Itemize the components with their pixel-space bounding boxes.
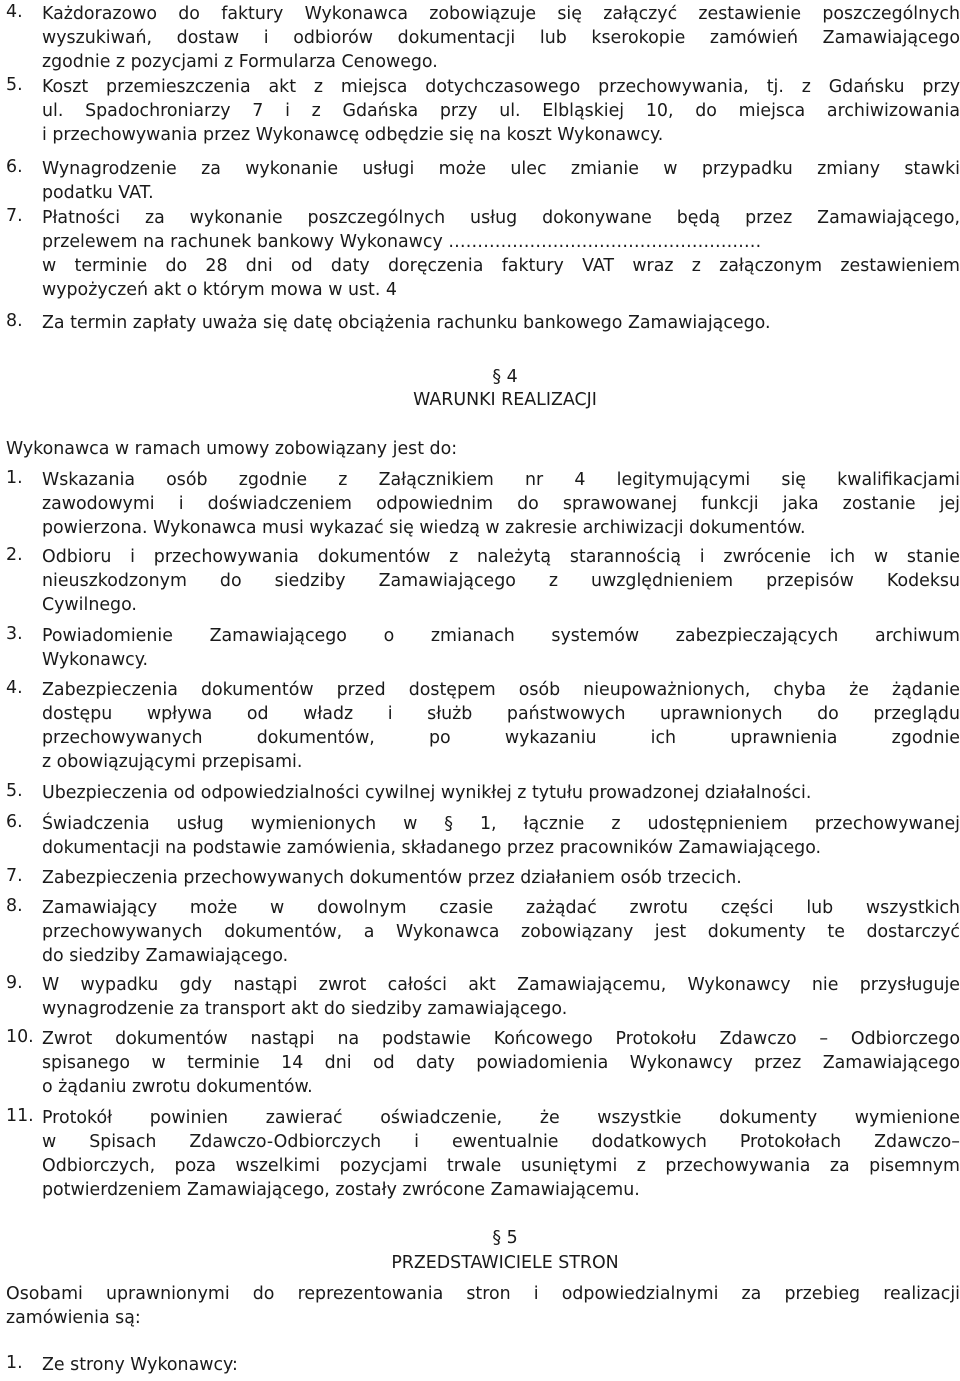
item-line: podatku VAT. — [42, 183, 154, 203]
item-line: Koszt przemieszczenia akt z miejsca dotychczasowego przechowywania, tj. z Gdańsku przy — [42, 77, 960, 97]
section-number: § 5 — [492, 1228, 518, 1248]
item-number: 6. — [6, 157, 23, 177]
item-line: Ubezpieczenia od odpowiedzialności cywilnej wynikłej z tytułu prowadzonej działalności. — [42, 783, 812, 803]
item-line: wyszukiwań, dostaw i odbiorów dokumentacji lub kserokopie zamówień Zamawiającego — [42, 28, 960, 48]
item-number: 4. — [6, 2, 23, 22]
item-line: dokumentacji na podstawie zamówienia, składanego przez pracowników Zamawiającego. — [42, 838, 822, 858]
item-number: 9. — [6, 973, 23, 993]
section-intro: zamówienia są: — [6, 1308, 141, 1328]
item-line: Wynagrodzenie za wykonanie usługi może ulec zmianie w przypadku zmiany stawki — [42, 159, 960, 179]
item-line: i przechowywania przez Wykonawcę odbędzie się na koszt Wykonawcy. — [42, 125, 664, 145]
item-line: nieuszkodzonym do siedziby Zamawiającego z uwzględnieniem przepisów Kodeksu — [42, 571, 960, 591]
item-line: Zamawiający może w dowolnym czasie zażądać zwrotu części lub wszystkich — [42, 898, 960, 918]
item-line: Płatności za wykonanie poszczególnych usług dokonywane będą przez Zamawiającego, — [42, 208, 960, 228]
item-number: 5. — [6, 75, 23, 95]
item-number: 3. — [6, 624, 23, 644]
item-number: 7. — [6, 866, 23, 886]
item-number: 8. — [6, 311, 23, 331]
item-number: 1. — [6, 1353, 23, 1373]
item-number: 4. — [6, 678, 23, 698]
item-line: spisanego w terminie 14 dni od daty powiadomienia Wykonawcy przez Zamawiającego — [42, 1053, 960, 1073]
section-number: § 4 — [492, 367, 518, 387]
section-title: WARUNKI REALIZACJI — [413, 390, 597, 410]
item-line: w Spisach Zdawczo-Odbiorczych i ewentualnie dodatkowych Protokołach Zdawczo– — [42, 1132, 960, 1152]
item-line: w terminie do 28 dni od daty doręczenia faktury VAT wraz z załączonym zestawieniem — [42, 256, 960, 276]
item-number: 2. — [6, 545, 23, 565]
item-line: przechowywanych dokumentów, po wykazaniu ich uprawnienia zgodnie — [42, 728, 960, 748]
item-line: Zabezpieczenia dokumentów przed dostępem osób nieupoważnionych, chyba że żądanie — [42, 680, 960, 700]
item-line: Zwrot dokumentów nastąpi na podstawie Końcowego Protokołu Zdawczo – Odbiorczego — [42, 1029, 960, 1049]
item-line: Wskazania osób zgodnie z Załącznikiem nr 4 legitymującymi się kwalifikacjami — [42, 470, 960, 490]
item-line: Odbiorczych, poza wszelkimi pozycjami trwale usuniętymi z przechowywania za pisemnym — [42, 1156, 960, 1176]
item-number: 6. — [6, 812, 23, 832]
item-line: z obowiązującymi przepisami. — [42, 752, 303, 772]
item-line: przechowywanych dokumentów, a Wykonawca zobowiązany jest dokumenty te dostarczyć — [42, 922, 960, 942]
item-number: 10. — [6, 1027, 34, 1047]
item-line: ul. Spadochroniarzy 7 i z Gdańska przy ul. Elbląskiej 10, do miejsca archiwizowania — [42, 101, 960, 121]
item-line: Protokół powinien zawierać oświadczenie, że wszystkie dokumenty wymienione — [42, 1108, 960, 1128]
item-number: 1. — [6, 468, 23, 488]
item-line: powierzona. Wykonawca musi wykazać się wiedzą w zakresie archiwizacji dokumentów. — [42, 518, 806, 538]
item-line: W wypadku gdy nastąpi zwrot całości akt Zamawiającemu, Wykonawcy nie przysługuje — [42, 975, 960, 995]
item-line: o żądaniu zwrotu dokumentów. — [42, 1077, 313, 1097]
item-line: Cywilnego. — [42, 595, 137, 615]
item-line: Każdorazowo do faktury Wykonawca zobowiązuje się załączyć zestawienie poszczególnych — [42, 4, 960, 24]
item-line: Świadczenia usług wymienionych w § 1, łącznie z udostępnieniem przechowywanej — [42, 814, 960, 834]
item-line: do siedziby Zamawiającego. — [42, 946, 289, 966]
item-line: Ze strony Wykonawcy: — [42, 1355, 238, 1375]
item-number: 5. — [6, 781, 23, 801]
section-intro: Osobami uprawnionymi do reprezentowania stron i odpowiedzialnymi za przebieg realizacji — [6, 1284, 960, 1304]
item-number: 7. — [6, 206, 23, 226]
item-line: Powiadomienie Zamawiającego o zmianach systemów zabezpieczających archiwum — [42, 626, 960, 646]
item-number: 8. — [6, 896, 23, 916]
section-title: PRZEDSTAWICIELE STRON — [391, 1253, 619, 1273]
item-line: Za termin zapłaty uważa się datę obciążenia rachunku bankowego Zamawiającego. — [42, 313, 771, 333]
item-line: zawodowymi i doświadczeniem odpowiednim do sprawowanej funkcji jaka zostanie jej — [42, 494, 960, 514]
item-line: dostępu wpływa od władz i służb państwowych uprawnionych do przeglądu — [42, 704, 960, 724]
item-number: 11. — [6, 1106, 34, 1126]
item-line: potwierdzeniem Zamawiającego, zostały zwrócone Zamawiającemu. — [42, 1180, 640, 1200]
item-line: wypożyczeń akt o którym mowa w ust. 4 — [42, 280, 397, 300]
item-line: przelewem na rachunek bankowy Wykonawcy ……………………………………………… — [42, 232, 762, 252]
item-line: Zabezpieczenia przechowywanych dokumentów przez działaniem osób trzecich. — [42, 868, 742, 888]
item-line: Odbioru i przechowywania dokumentów z należytą starannością i zwrócenie ich w stanie — [42, 547, 960, 567]
item-line: wynagrodzenie za transport akt do siedziby zamawiającego. — [42, 999, 568, 1019]
item-line: zgodnie z pozycjami z Formularza Cenowego. — [42, 52, 438, 72]
section-intro: Wykonawca w ramach umowy zobowiązany jest do: — [6, 439, 458, 459]
item-line: Wykonawcy. — [42, 650, 149, 670]
